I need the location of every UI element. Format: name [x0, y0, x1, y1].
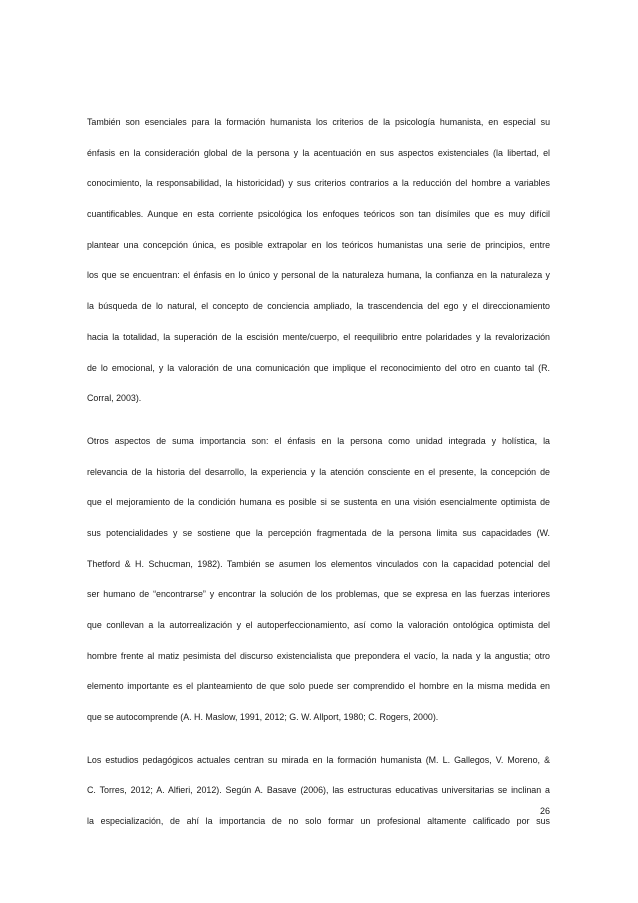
- text-line: sus potencialidades y se sostiene que la percepción fragmentada de la persona limita sus capacidades (W.: [87, 527, 550, 538]
- text-line: elemento importante es el planteamiento de que solo puede ser comprendido el hombre en la misma medida en: [87, 681, 550, 692]
- text-line: C. Torres, 2012; A. Alfieri, 2012). Según A. Basave (2006), las estructuras educativas universitarias se inclinan a: [87, 785, 550, 796]
- page-number: 26: [539, 806, 550, 816]
- text-line: relevancia de la historia del desarrollo, la experiencia y la atención consciente en el presente, la concepción de: [87, 466, 550, 477]
- paragraph: [87, 107, 550, 414]
- text-line: Los estudios pedagógicos actuales centran su mirada en la formación humanista (M. L. Gallegos, V. Moreno, &: [87, 754, 550, 765]
- text-line: la búsqueda de lo natural, el concepto de conciencia ampliado, la trascendencia del ego y el direccionamiento: [87, 301, 550, 312]
- text-line: Corral, 2003).: [87, 393, 142, 404]
- text-line: de lo emocional, y la valoración de una comunicación que implique el reconocimiento del otro en cuanto tal (R.: [87, 362, 550, 373]
- text-line: conocimiento, la responsabilidad, la historicidad) y sus criterios contrarios a la reducción del hombre a variables: [87, 178, 550, 189]
- text-line: Thetford & H. Schucman, 1982). También se asumen los elementos vinculados con la capacidad potencial del: [87, 558, 550, 569]
- text-line: los que se encuentran: el énfasis en lo único y personal de la naturaleza humana, la confianza en la naturaleza y: [87, 270, 550, 281]
- text-line: plantear una concepción única, es posible extrapolar en los teóricos humanistas una serie de principios, entre: [87, 239, 550, 250]
- text-line: la especialización, de ahí la importancia de no solo formar un profesional altamente calificado por sus: [87, 816, 550, 827]
- paragraph: [87, 745, 550, 837]
- text-line: énfasis en la consideración global de la persona y la acentuación en sus aspectos existenciales (la libertad, el: [87, 147, 550, 158]
- text-line: hombre frente al matiz pesimista del discurso existencialista que prepondera el vacío, la nada y la angustia; otro: [87, 650, 550, 661]
- text-line: que se autocomprende (A. H. Maslow, 1991, 2012; G. W. Allport, 1980; C. Rogers, 2000).: [87, 712, 439, 723]
- text-line: que el mejoramiento de la condición humana es posible si se sustenta en una visión esencialmente optimista de: [87, 497, 550, 508]
- text-line: Otros aspectos de suma importancia son: el énfasis en la persona como unidad integrada y holística, la: [87, 435, 550, 446]
- text-line: hacia la totalidad, la superación de la escisión mente/cuerpo, el reequilibrio entre polaridades y la revalorización: [87, 331, 550, 342]
- body-text: [87, 107, 550, 849]
- text-line: que conllevan a la autorrealización y el autoperfeccionamiento, así como la valoración ontológica optimista del: [87, 620, 550, 630]
- text-line: cuantificables. Aunque en esta corriente psicológica los enfoques teóricos son tan disímiles que es muy difícil: [87, 209, 550, 220]
- paragraph: [87, 426, 550, 733]
- text-line: ser humano de “encontrarse” y encontrar la solución de los problemas, que se expresa en las fuerzas interiores: [87, 589, 550, 600]
- text-line: También son esenciales para la formación humanista los criterios de la psicología humanista, en especial su: [87, 117, 550, 127]
